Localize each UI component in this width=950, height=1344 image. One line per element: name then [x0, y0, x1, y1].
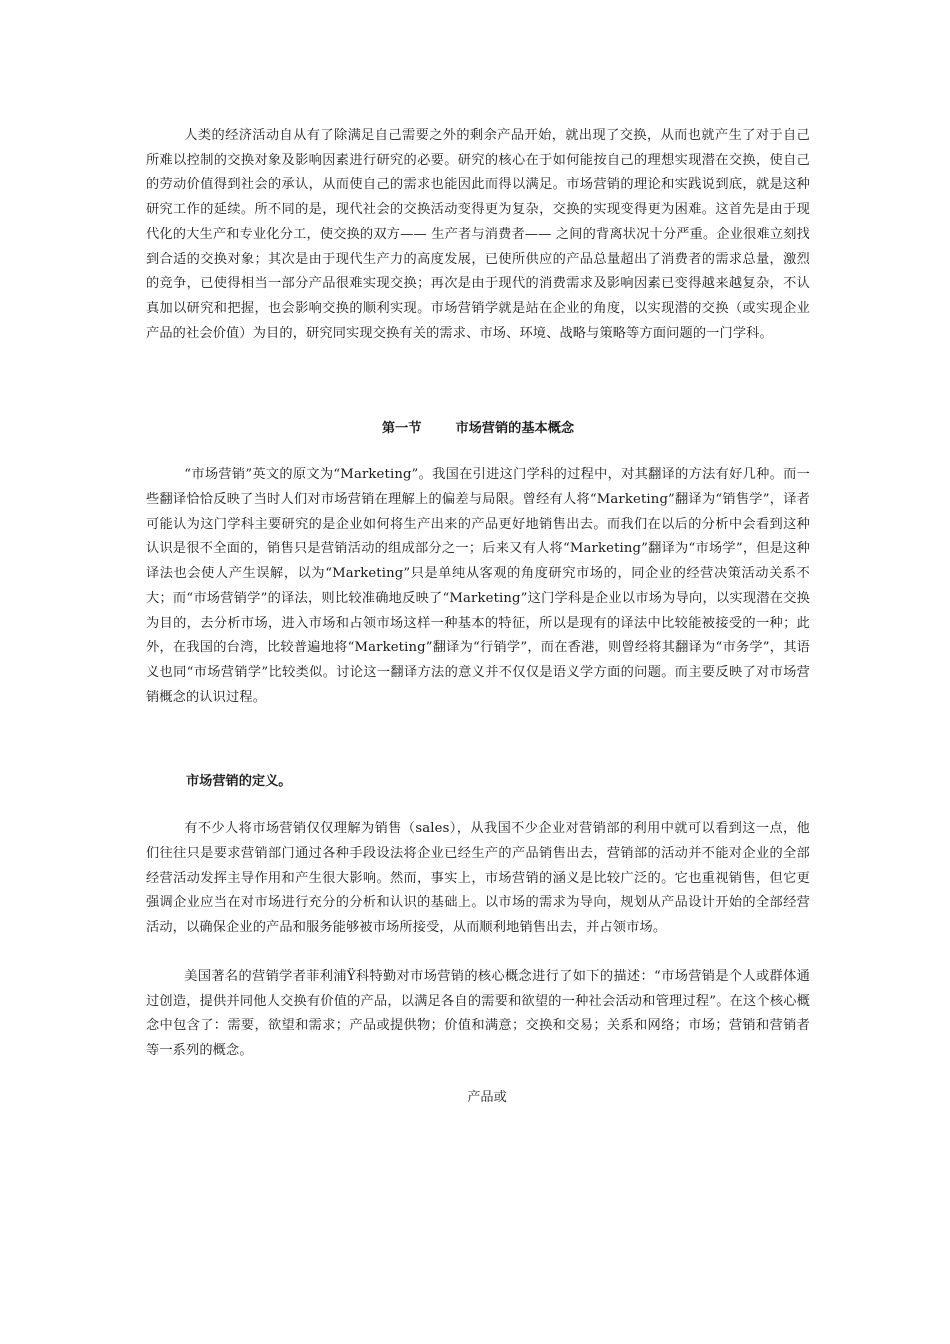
intro-paragraph: 人类的经济活动自从有了除满足自己需要之外的剩余产品开始，就出现了交换，从而也就产生了对于自己所难以控制的交换对象及影响因素进行研究的必要。研究的核心在于如何能按自己的理想实现潜在交换，使自己的劳动价值得到社会的承认，从而使自己的需求也能因此而得以满足。市场营销的理论和实践说到底，就是这种研究工作的延续。所不同的是，现代社会的交换活动变得更为复杂，交换的实现变得更为困难。这首先是由于现代化的大生产和专业化分工，使交换的双方—— 生产者与消费者—— 之间的背离状况十分严重。企业很难立刻找到合适的交换对象；其次是由于现代生产力的高度发展，已使所供应的产品总量超出了消费者的需求总量，激烈的竞争，已使得相当一部分产品很难实现交换；再次是由于现代的消费需求及影响因素已变得越来越复杂，不认真加以研究和把握，也会影响交换的顺利实现。市场营销学就是站在企业的角度，以实现潜的交换（或实现企业产品的社会价值）为目的，研究同实现交换有关的需求、市场、环境、战略与策略等方面问题的一门学科。: [146, 128, 810, 341]
section-number: 第一节: [381, 421, 422, 437]
section-heading: [146, 417, 810, 441]
trailing-text: 产品或: [467, 1089, 507, 1105]
marketing-translation-paragraph: “市场营销”英文的原文为“Marketing”。我国在引进这门学科的过程中，对其翻译的方法有好几种。而一些翻译恰恰反映了当时人们对市场营销在理解上的偏差与局限。曾经有人将“Marketing”翻译为“销售学”，译者可能认为这门学科主要研究的是企业如何将生产出来的产品更好地销售出去。而我们在以后的分析中会看到这种认识是很不全面的，销售只是营销活动的组成部分之一；后来又有人将“Marketing”翻译为“市场学”，但是这种译法也会使人产生误解，以为“Marketing”只是单纯从客观的角度研究市场的，同企业的经营决策活动关系不大；而“市场营销学”的译法，则比较准确地反映了“Marketing”这门学科是企业以市场为导向，以实现潜在交换为目的，去分析市场，进入市场和占领市场这样一种基本的特征，所以是现有的译法中比较能被接受的一种；此外，在我国的台湾，比较普遍地将“Marketing”翻译为“行销学”，而在香港，则曾经将其翻译为“市务学”，其语义也同“市场营销学”比较类似。讨论这一翻译方法的意义并不仅仅是语义学方面的问题。而主要反映了对市场营销概念的认识过程。: [146, 467, 810, 705]
definition-paragraph: 有不少人将市场营销仅仅理解为销售（sales），从我国不少企业对营销部的利用中就可以看到这一点，他们往往只是要求营销部门通过各种手段设法将企业已经生产的产品销售出去，营销部的活动并不能对企业的全部经营活动发挥主导作用和产生很大影响。然而，事实上，市场营销的涵义是比较广泛的。它也重视销售，但它更强调企业应当在对市场进行充分的分析和认识的基础上。以市场的需求为导向，规划从产品设计开始的全部经营活动，以确保企业的产品和服务能够被市场所接受，从而顺利地销售出去，并占领市场。: [146, 821, 810, 936]
definition-heading: 市场营销的定义。: [186, 774, 292, 790]
section-title: 市场营销的基本概念: [455, 421, 575, 437]
document-page: [146, 124, 810, 1110]
kotler-paragraph: 美国著名的营销学者菲利浦Ÿ科特勤对市场营销的核心概念进行了如下的描述：“市场营销是个人或群体通过创造，提供并同他人交换有价值的产品，以满足各自的需要和欲望的一种社会活动和管理过程”。在这个核心概念中包含了：需要，欲望和需求；产品或提供物；价值和满意；交换和交易；关系和网络；市场；营销和营销者等一系列的概念。: [146, 968, 810, 1058]
